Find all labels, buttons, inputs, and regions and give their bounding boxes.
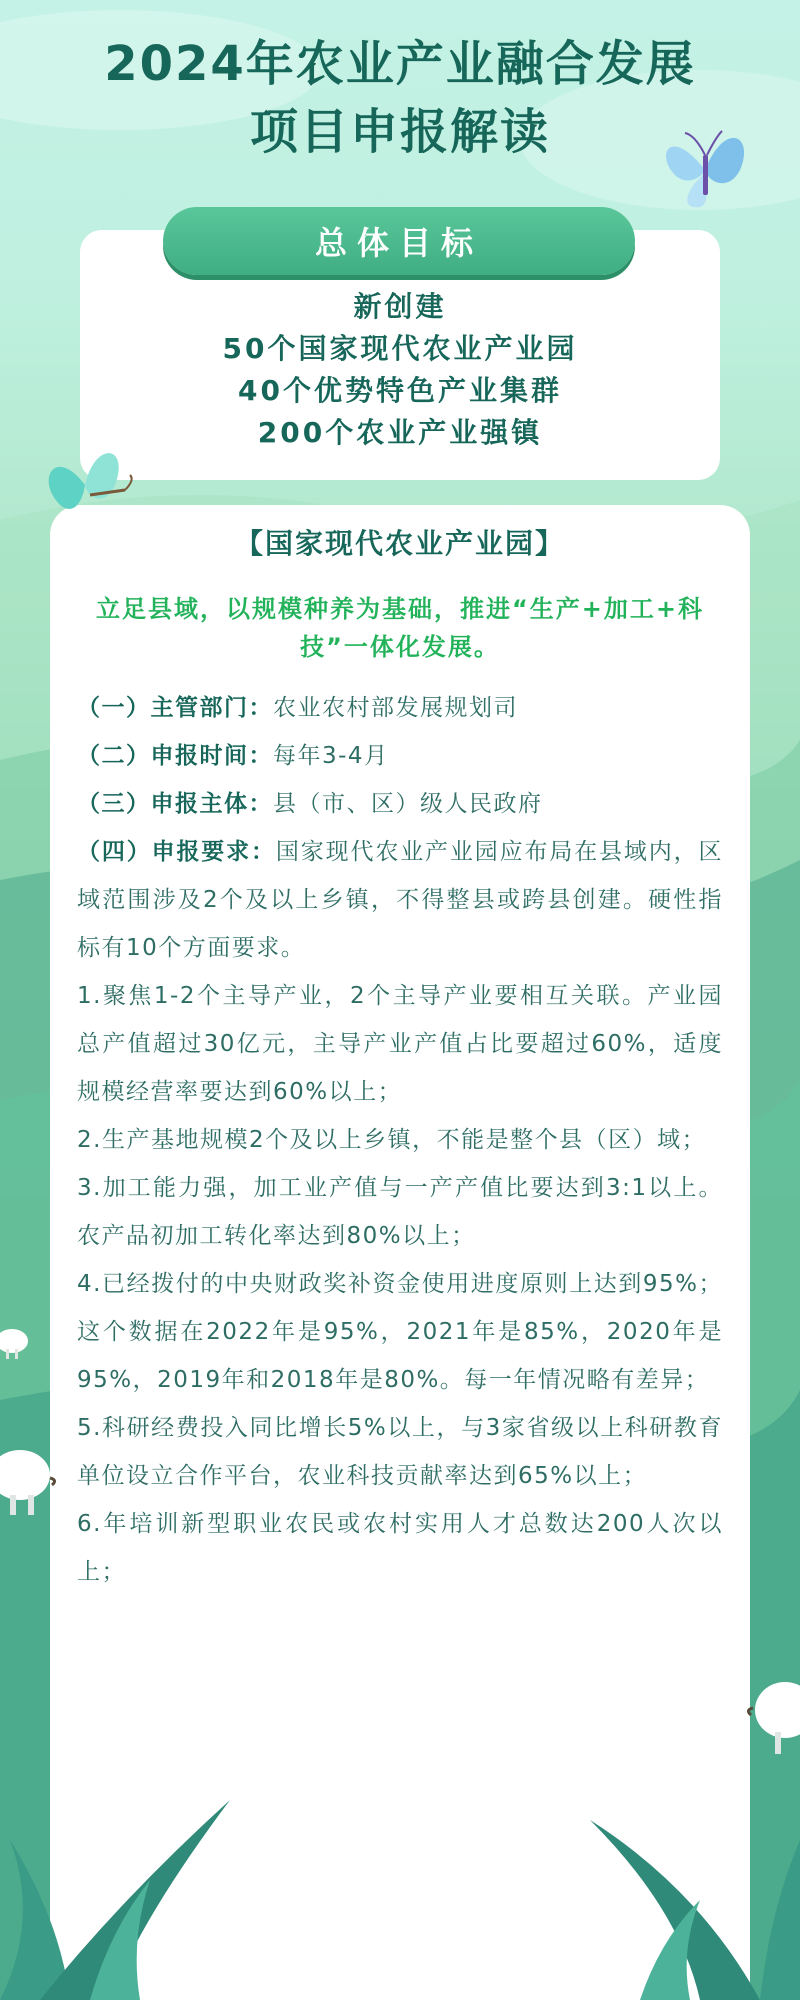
requirement-item: 4.已经拨付的中央财政奖补资金使用进度原则上达到95%；这个数据在2022年是95%，2021年是85%，2020年是95%，2019年和2018年是80%。每一年情况略有差异； (77, 1271, 723, 1393)
butterfly-icon (30, 425, 140, 535)
goal-line: 50个国家现代农业产业园 (222, 332, 578, 365)
goal-line: 200个农业产业强镇 (257, 416, 543, 449)
requirement-item: 6.年培训新型职业农民或农村实用人才总数达200人次以上； (77, 1511, 723, 1585)
info-value: 县（市、区）级人民政府 (273, 791, 543, 817)
requirement-item: 3.加工能力强，加工业产值与一产产值比要达到3:1以上。农产品初加工转化率达到80%以上； (77, 1175, 723, 1249)
info-key: （二）申报时间： (77, 743, 273, 769)
page-title-line1: 2024年农业产业融合发展 (104, 36, 696, 92)
info-key: （三）申报主体： (77, 791, 273, 817)
info-key: （四）申报要求： (77, 839, 276, 865)
info-value: 国家现代农业产业园应布局在县域内，区域范围涉及2个及以上乡镇，不得整县或跨县创建。硬性指标有10个方面要求。 (77, 839, 724, 961)
goal-line: 新创建 (353, 290, 447, 323)
requirement-item: 5.科研经费投入同比增长5%以上，与3家省级以上科研教育单位设立合作平台，农业科技贡献率达到65%以上； (77, 1415, 723, 1489)
info-value: 农业农村部发展规划司 (273, 695, 518, 721)
info-item (77, 828, 723, 972)
page-title-line2: 项目申报解读 (249, 104, 550, 160)
info-key: （一）主管部门： (77, 695, 273, 721)
requirement-item: 2.生产基地规模2个及以上乡镇，不能是整个县（区）域； (77, 1127, 707, 1153)
info-item (77, 780, 723, 828)
requirement-item: 1.聚焦1-2个主导产业，2个主导产业要相互关联。产业园总产值超过30亿元，主导产业产值占比要超过60%，适度规模经营率要达到60%以上； (77, 983, 723, 1105)
info-item (77, 732, 723, 780)
info-item (77, 684, 723, 732)
sheep-icon (0, 1440, 60, 1520)
sheep-icon (0, 1325, 30, 1361)
section-slogan: 立足县域，以规模种养为基础，推进“生产+加工+科技”一体化发展。 (96, 595, 704, 661)
goal-badge: 总体目标 (163, 207, 635, 275)
section-body (77, 684, 723, 1596)
goal-line: 40个优势特色产业集群 (238, 374, 562, 407)
info-value: 每年3-4月 (273, 743, 389, 769)
butterfly-icon (650, 115, 760, 225)
grass-icon (0, 1780, 800, 2000)
sheep-icon (745, 1670, 800, 1760)
goal-list (80, 286, 720, 454)
section-title: 【国家现代农业产业园】 (234, 527, 565, 560)
